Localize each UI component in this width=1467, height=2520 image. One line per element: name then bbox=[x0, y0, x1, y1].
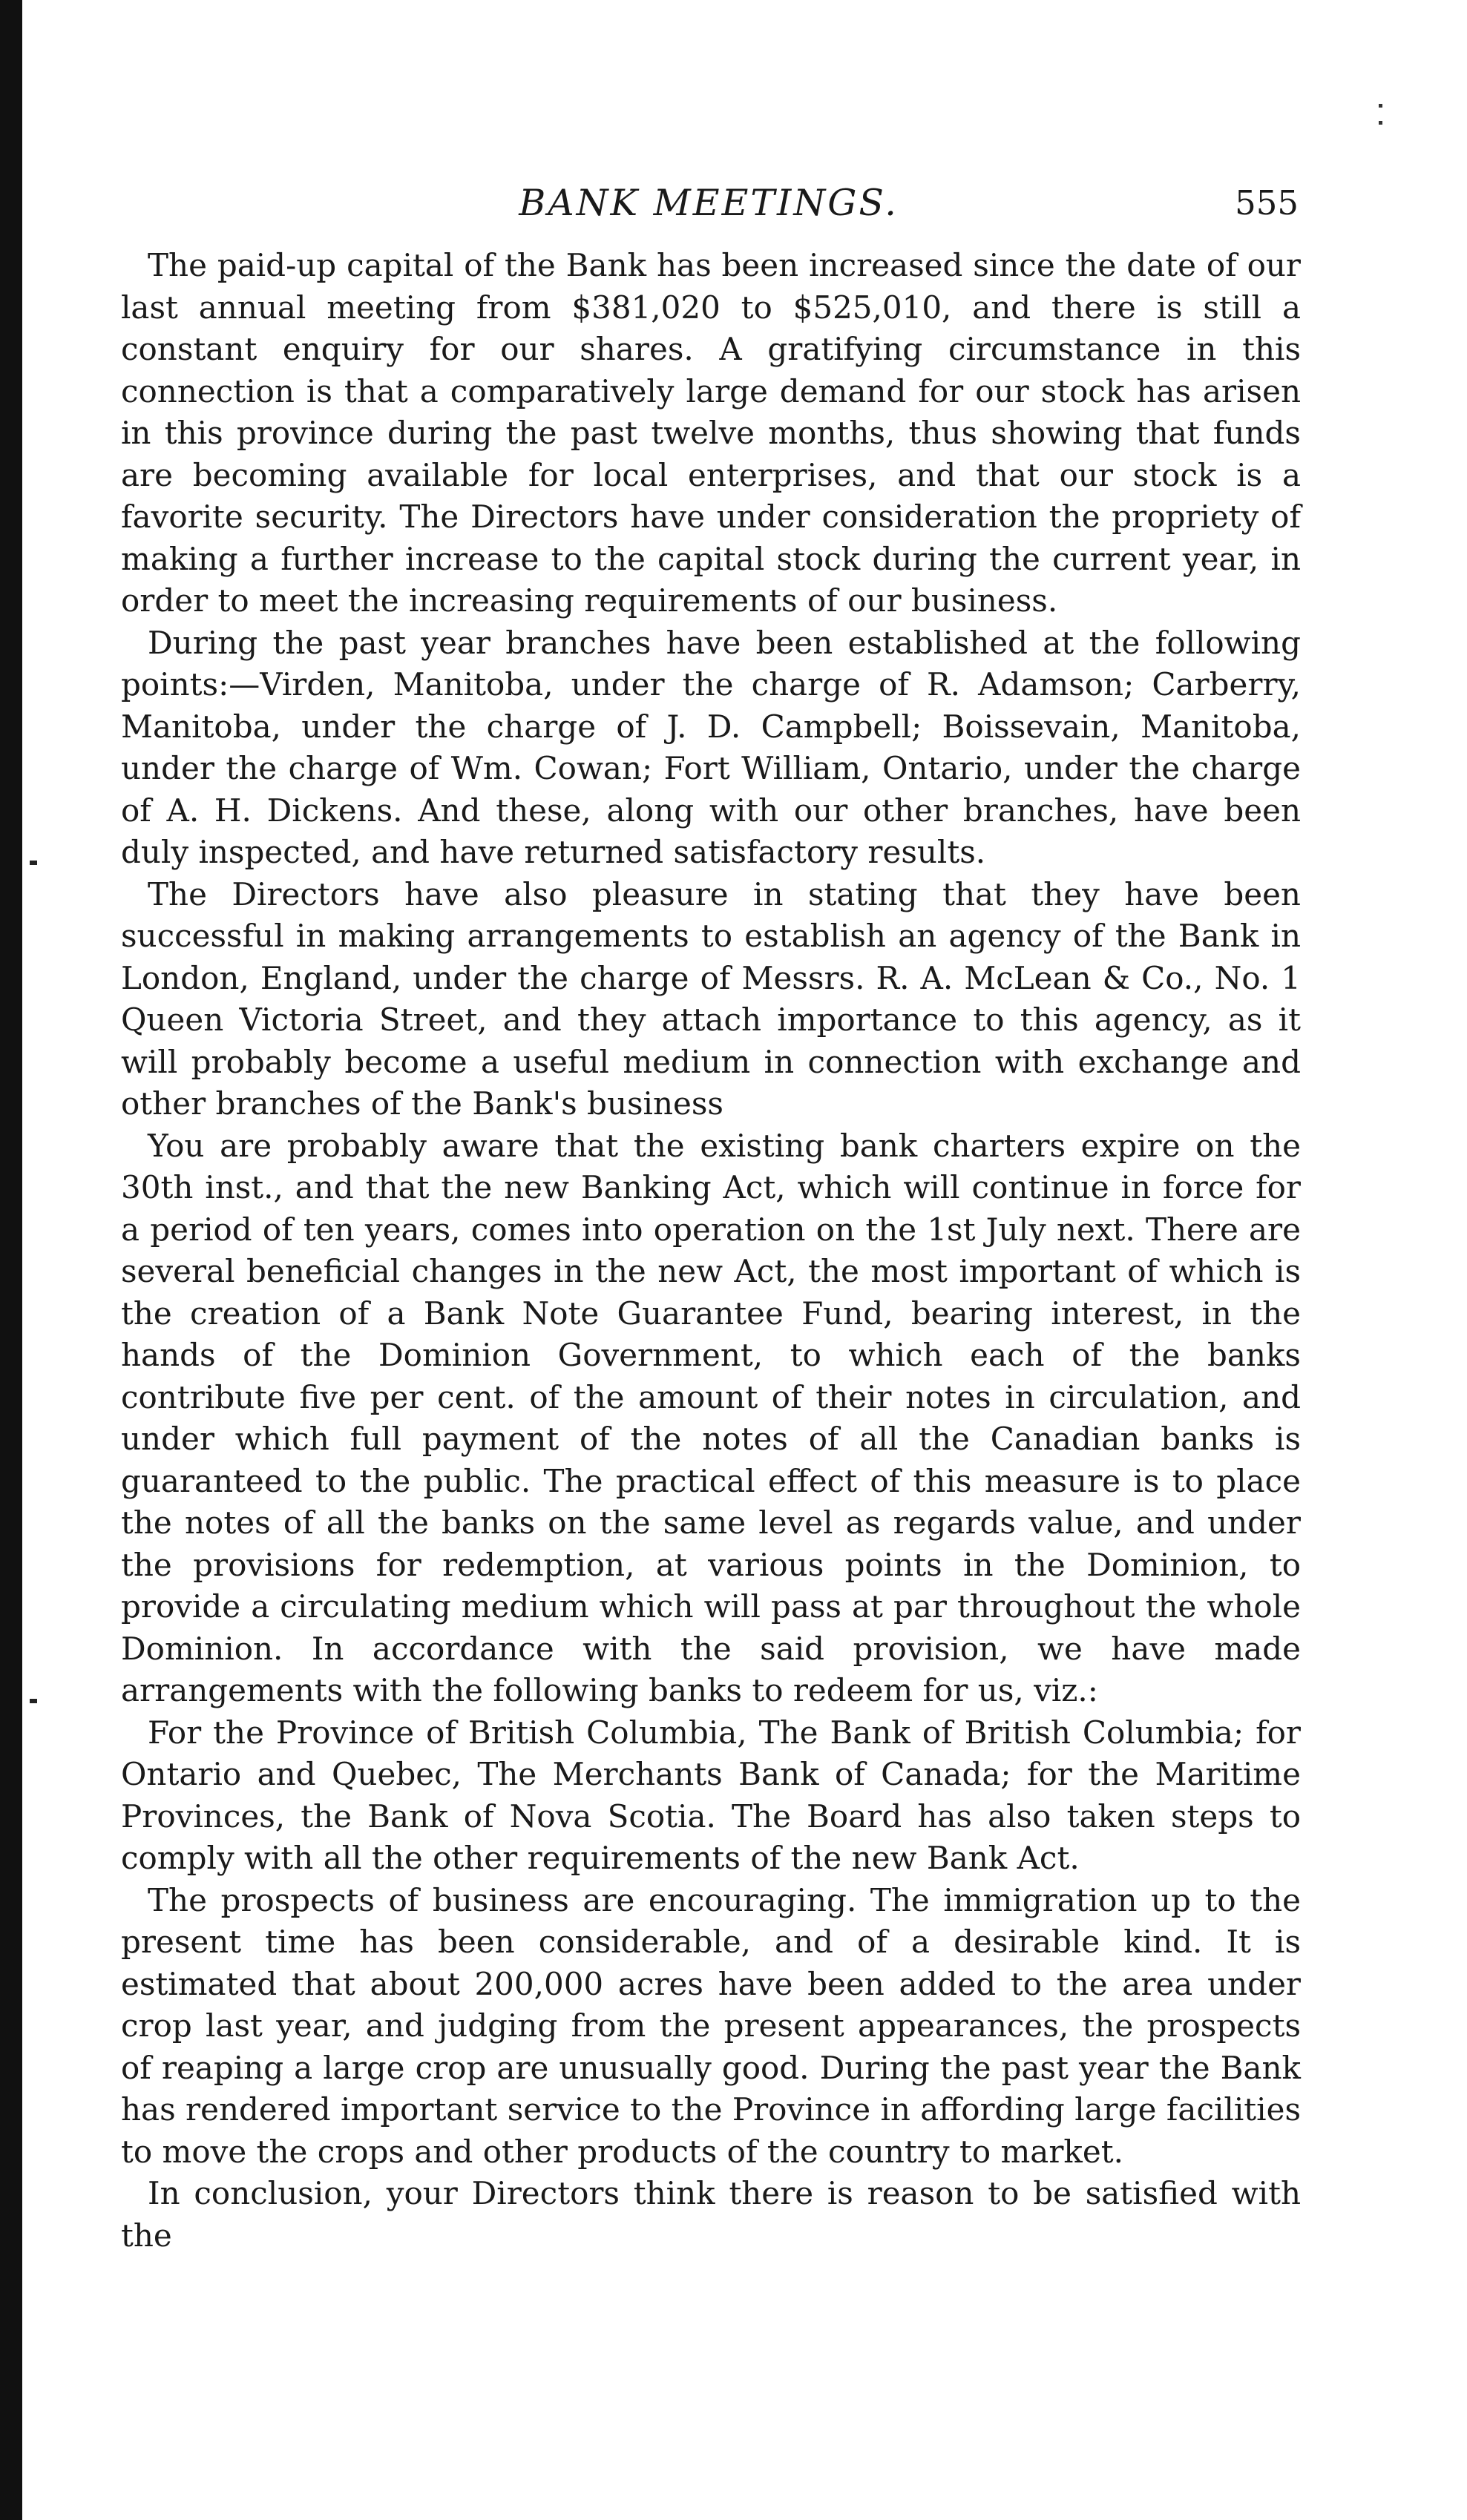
page-number: 555 bbox=[1235, 183, 1299, 223]
paragraph-branches: During the past year branches have been established at the following points:—Virden, Manitoba, under the charge of R. Adamson; Carberry, Manitoba, under the charge of J. D. Campbell; Boissevain, Manitoba, under the charge of Wm. Cowan; Fort William, Ontario, under the charge of A. H. Dickens. And these, along with our other branches, have been duly inspected, and have returned satisfactory results. bbox=[121, 624, 1301, 870]
paragraph-banking-act: You are probably aware that the existing bank charters expire on the 30th inst., and that the new Banking Act, which will continue in force for a period of ten years, comes into operation on the 1st July next. There are several beneficial changes in the new Act, the most important of which is the creation of a Bank Note Guarantee Fund, bearing interest, in the hands of the Dominion Government, to which each of the banks contribute five per cent. of the amount of their notes in circulation, and under which full payment of the notes of all the Canadian banks is guaranteed to the public. The practical effect of this measure is to place the notes of all the banks on the same level as regards value, and under the provisions for redemption, at various points in the Dominion, to provide a circulating medium which will pass at par throughout the whole Dominion. In accordance with the said provision, we have made arrangements with the following banks to redeem for us, viz.: bbox=[121, 1127, 1301, 1708]
body-text bbox=[121, 245, 1301, 2257]
paragraph-redemption-banks: For the Province of British Columbia, The Bank of British Columbia; for Ontario and Quebec, The Merchants Bank of Canada; for the Maritime Provinces, the Bank of Nova Scotia. The Board has also taken steps to comply with all the other requirements of the new Bank Act. bbox=[121, 1714, 1301, 1876]
page-header bbox=[119, 182, 1299, 234]
page-binding-edge bbox=[0, 0, 22, 2520]
margin-dots bbox=[1379, 104, 1383, 134]
paragraph-conclusion: In conclusion, your Directors think there is reason to be satisfied with the bbox=[121, 2175, 1301, 2254]
paragraph-prospects: The prospects of business are encouraging. The immigration up to the present time has been considerable, and of a desirable kind. It is estimated that about 200,000 acres have been added to the area under crop last year, and judging from the present appearances, the prospects of reaping a large crop are unusually good. During the past year the Bank has rendered important service to the Province in affording large facilities to move the crops and other products of the country to market. bbox=[121, 1881, 1301, 2170]
paragraph-london-agency: The Directors have also pleasure in stating that they have been successful in making arrangements to establish an agency of the Bank in London, England, under the charge of Messrs. R. A. McLean & Co., No. 1 Queen Victoria Street, and they attach importance to this agency, as it will probably become a useful medium in connection with exchange and other branches of the Bank's business bbox=[121, 875, 1301, 1122]
running-title: BANK MEETINGS. bbox=[519, 182, 899, 224]
paragraph-capital: The paid-up capital of the Bank has been increased since the date of our last annual meeting from $381,020 to $525,010, and there is still a constant enquiry for our shares. A gratifying circumstance in this connection is that a comparatively large demand for our stock has arisen in this province during the past twelve months, thus showing that funds are becoming available for local enterprises, and that our stock is a favorite security. The Directors have under consideration the propriety of making a further increase to the capital stock during the current year, in order to meet the increasing requirements of our business. bbox=[121, 247, 1301, 619]
margin-speck bbox=[30, 861, 37, 865]
margin-speck bbox=[30, 1699, 37, 1703]
